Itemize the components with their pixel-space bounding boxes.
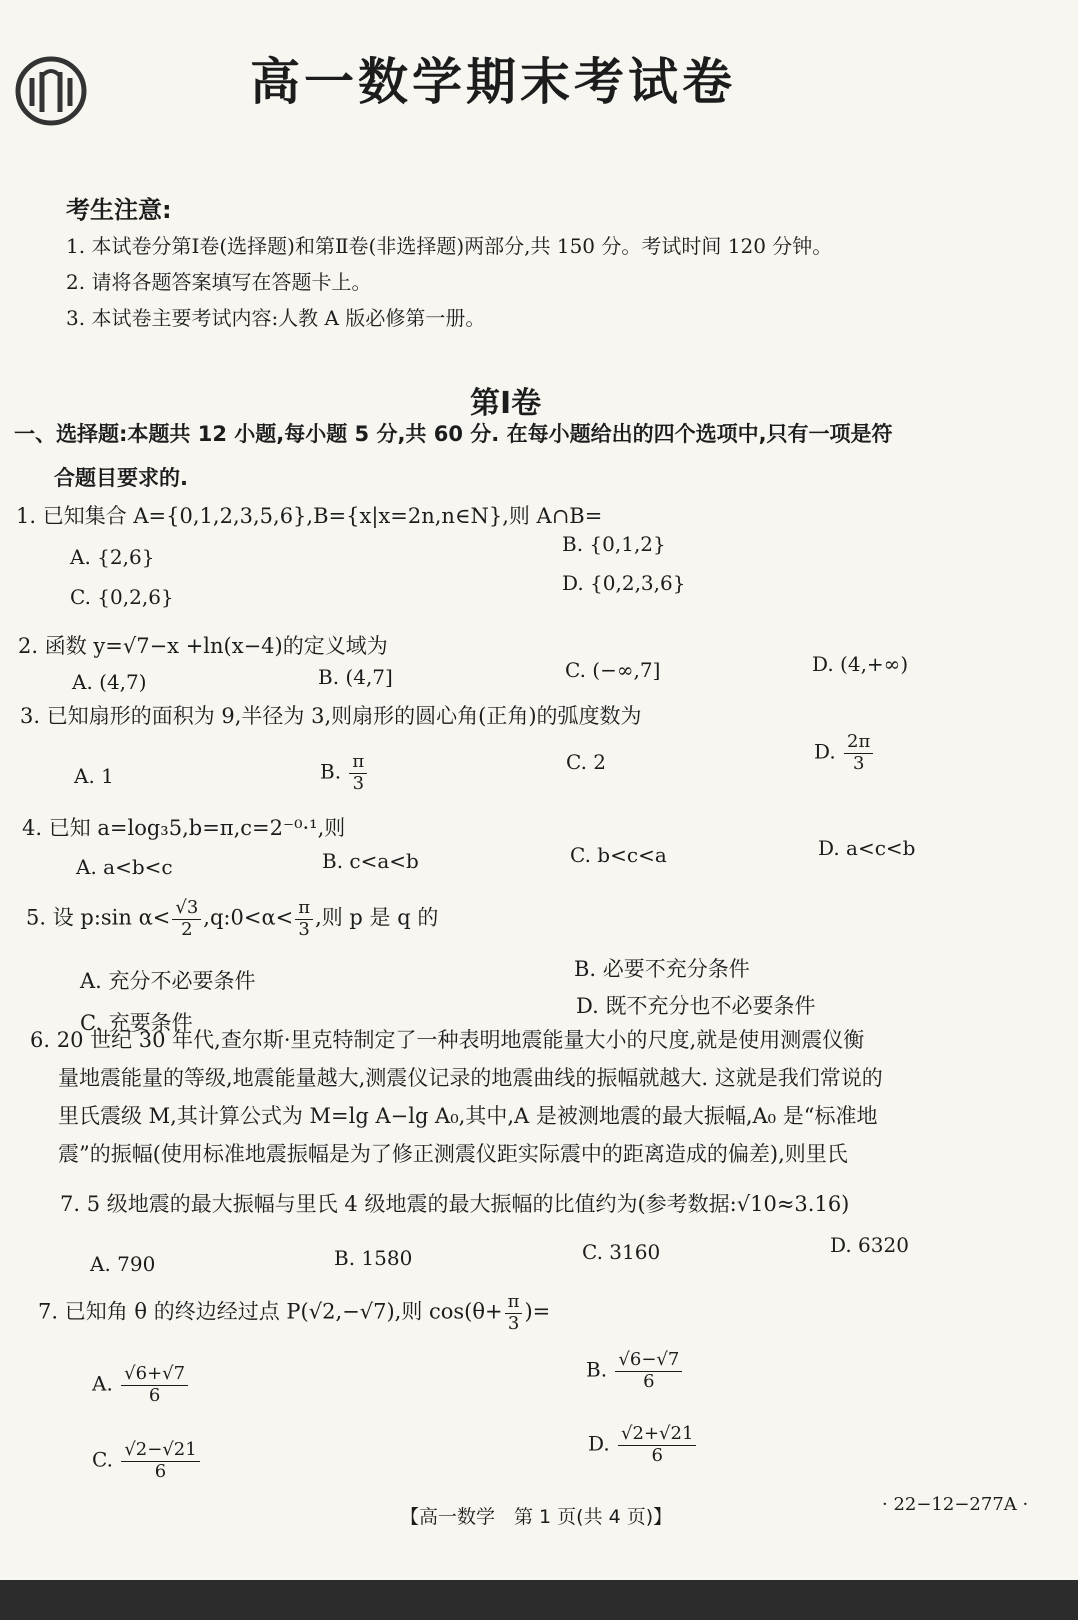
q1-option-d: D. {0,2,3,6} xyxy=(562,571,686,595)
section-heading-cont: 合题目要求的. xyxy=(54,466,188,490)
q3-option-b-fraction: $\frac{\pi}{3}$ xyxy=(349,752,367,794)
q5-stem-part: ,q:0<α< xyxy=(203,905,294,930)
q2-option-d: D. (4,+∞) xyxy=(812,652,909,676)
q3-option-a: A. 1 xyxy=(74,764,114,788)
q7-option-b xyxy=(586,1350,684,1392)
page-footer: 【高一数学 第 1 页(共 4 页)】 xyxy=(400,1506,673,1528)
q7-option-c-label: C. xyxy=(92,1447,113,1472)
section-heading: 一、选择题:本题共 12 小题,每小题 5 分,共 60 分. 在每小题给出的四个选项中,只有一项是符 xyxy=(14,422,893,446)
question-1-stem: 1. 已知集合 A={0,1,2,3,5,6},B={x|x=2n,n∈N},则 A∩B= xyxy=(16,504,603,528)
question-5-stem xyxy=(26,898,438,940)
q6-text-line: 里氏震级 M,其计算公式为 M=lg A−lg A₀,其中,A 是被测地震的最大振幅,A₀ 是“标准地 xyxy=(58,1104,878,1128)
q6-option-c: C. 3160 xyxy=(582,1240,661,1264)
q7-option-d xyxy=(588,1424,698,1466)
q6-text-line: 量地震能量的等级,地震能量越大,测震仪记录的地震曲线的振幅就越大. 这就是我们常说的 xyxy=(58,1066,883,1090)
q1-option-c: C. {0,2,6} xyxy=(70,585,174,609)
question-2-stem: 2. 函数 y=√7−x +ln(x−4)的定义域为 xyxy=(18,634,388,658)
q4-option-d: D. a<c<b xyxy=(818,836,916,860)
q4-option-a: A. a<b<c xyxy=(76,855,173,879)
q5-option-a: A. 充分不必要条件 xyxy=(80,969,256,993)
notice-item: 2. 请将各题答案填写在答题卡上。 xyxy=(66,270,372,294)
q7-option-b-fraction: $\frac{√6-√7}{6}$ xyxy=(615,1350,682,1392)
q7-stem-part: 7. 已知角 θ 的终边经过点 P(√2,−√7),则 cos(θ+ xyxy=(38,1299,503,1324)
q7-stem-part: )= xyxy=(524,1299,551,1324)
q7-option-d-fraction: $\frac{√2+√21}{6}$ xyxy=(618,1424,696,1466)
q4-option-c: C. b<c<a xyxy=(570,843,667,867)
q2-option-b: B. (4,7] xyxy=(318,665,393,689)
q3-option-d xyxy=(814,732,875,774)
notice-heading: 考生注意: xyxy=(66,196,172,224)
volume-heading: 第Ⅰ卷 xyxy=(470,386,542,421)
q5-option-c: C. 充要条件 xyxy=(80,1011,193,1035)
q2-option-c: C. (−∞,7] xyxy=(565,658,661,682)
paper-code: · 22−12−277A · xyxy=(882,1494,1029,1515)
question-4-stem: 4. 已知 a=log₃5,b=π,c=2⁻⁰·¹,则 xyxy=(22,816,346,840)
q6-option-d: D. 6320 xyxy=(830,1233,909,1257)
q6-text-line: 6. 20 世纪 30 年代,查尔斯·里克特制定了一种表明地震能量大小的尺度,就是使用测震仪衡 xyxy=(30,1028,865,1052)
q7-option-c xyxy=(92,1440,202,1482)
publisher-logo-icon xyxy=(14,56,88,126)
q7-option-a-fraction: $\frac{√6+√7}{6}$ xyxy=(121,1364,188,1406)
exam-title: 高一数学期末考试卷 xyxy=(250,53,736,111)
q6-text-line: 7. 5 级地震的最大振幅与里氏 4 级地震的最大振幅的比值约为(参考数据:√10≈3.16) xyxy=(60,1192,850,1216)
q7-option-c-fraction: $\frac{√2-√21}{6}$ xyxy=(121,1440,199,1482)
q6-option-b: B. 1580 xyxy=(334,1246,413,1270)
q7-option-a-label: A. xyxy=(92,1371,113,1396)
q5-fraction-2: $\frac{\pi}{3}$ xyxy=(295,898,313,940)
q3-option-c: C. 2 xyxy=(566,750,607,774)
q3-option-d-fraction: $\frac{2\pi}{3}$ xyxy=(844,732,873,774)
q3-option-b xyxy=(320,752,369,794)
q5-option-b: B. 必要不充分条件 xyxy=(574,957,750,981)
q7-stem-fraction: $\frac{\pi}{3}$ xyxy=(505,1292,523,1334)
q5-option-d: D. 既不充分也不必要条件 xyxy=(576,994,816,1018)
q3-option-b-label: B. xyxy=(320,759,342,784)
q1-option-b: B. {0,1,2} xyxy=(562,532,666,556)
q5-fraction-1: $\frac{√3}{2}$ xyxy=(172,898,201,940)
q6-option-a: A. 790 xyxy=(90,1252,156,1276)
q7-option-d-label: D. xyxy=(588,1431,610,1456)
notice-item: 1. 本试卷分第Ⅰ卷(选择题)和第Ⅱ卷(非选择题)两部分,共 150 分。考试时间 120 分钟。 xyxy=(66,234,833,258)
q7-option-b-label: B. xyxy=(586,1357,608,1382)
q6-text-line: 震”的振幅(使用标准地震振幅是为了修正测震仪距实际震中的距离造成的偏差),则里氏 xyxy=(58,1142,848,1166)
q5-stem-part: ,则 p 是 q 的 xyxy=(315,905,439,930)
q7-option-a xyxy=(92,1364,190,1406)
q5-stem-part: 5. 设 p:sin α< xyxy=(26,905,171,930)
q2-option-a: A. (4,7) xyxy=(72,670,147,694)
question-7-stem xyxy=(38,1292,550,1334)
q4-option-b: B. c<a<b xyxy=(322,849,419,873)
q3-option-d-label: D. xyxy=(814,739,836,764)
question-3-stem: 3. 已知扇形的面积为 9,半径为 3,则扇形的圆心角(正角)的弧度数为 xyxy=(20,704,642,728)
scan-edge-bar xyxy=(0,1580,1078,1620)
q1-option-a: A. {2,6} xyxy=(70,545,155,569)
notice-item: 3. 本试卷主要考试内容:人教 A 版必修第一册。 xyxy=(66,306,486,330)
